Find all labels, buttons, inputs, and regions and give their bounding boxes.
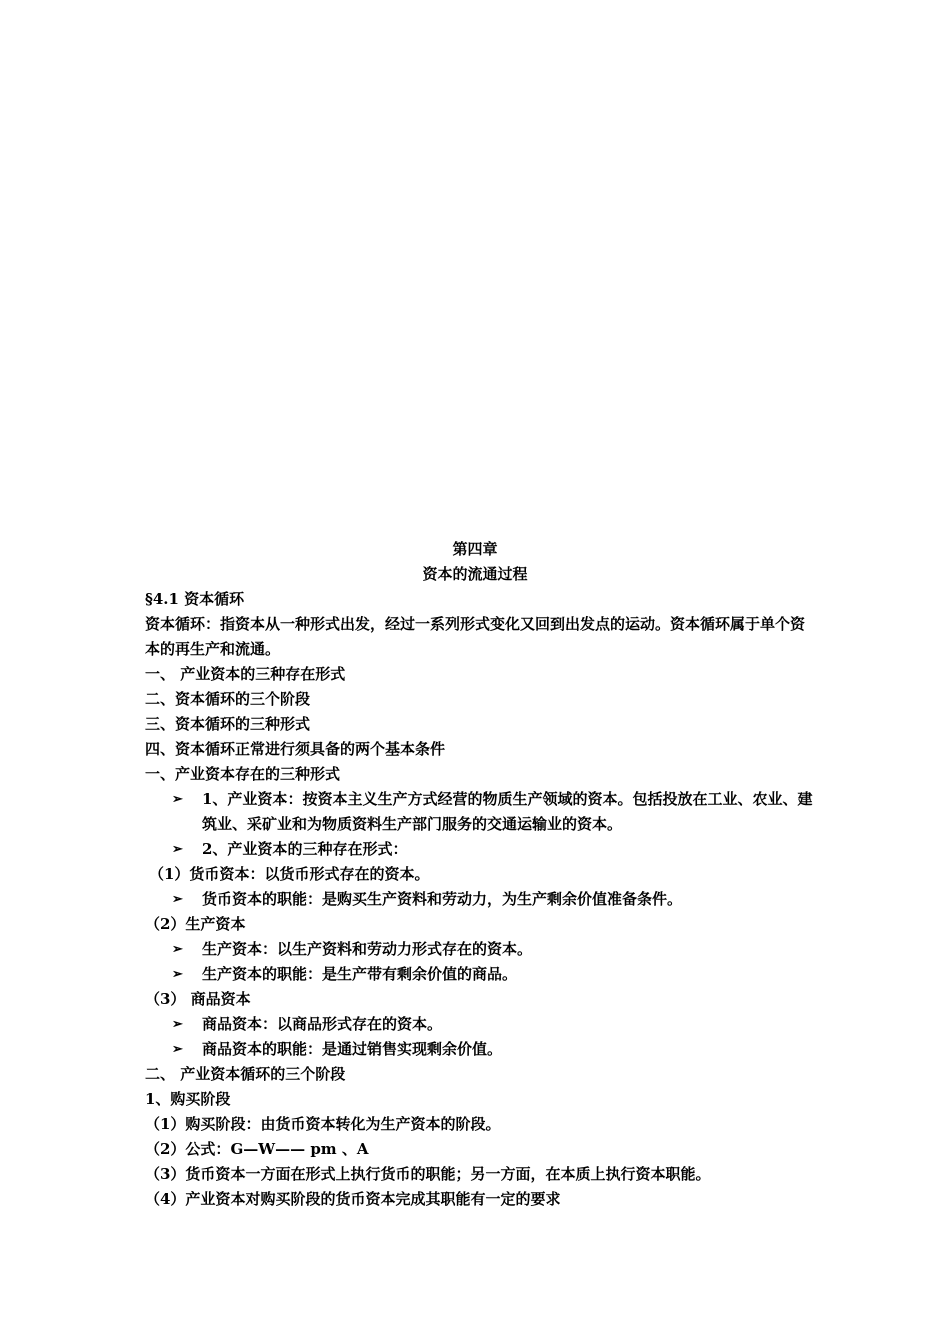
- bullet-text: 1、产业资本：按资本主义生产方式经营的物质生产领域的资本。包括投放在工业、农业、建筑业、采矿业和为物质资料生产部门服务的交通运输业的资本。: [202, 790, 813, 833]
- numbered-item: （3） 商品资本: [145, 990, 251, 1008]
- outline-item-4: 四、资本循环正常进行须具备的两个基本条件: [145, 740, 446, 758]
- stage-heading: 1、购买阶段: [145, 1090, 231, 1108]
- chapter-subtitle: 资本的流通过程: [422, 565, 528, 583]
- numbered-item: （1）货币资本：以货币形式存在的资本。: [149, 865, 430, 883]
- subsection-heading-1: 一、产业资本存在的三种形式: [145, 765, 341, 783]
- bullet-item: [145, 837, 815, 862]
- outline-item-1: 一、 产业资本的三种存在形式: [145, 665, 346, 683]
- bullet-item: [145, 887, 815, 912]
- bullet-text: 生产资本的职能：是生产带有剩余价值的商品。: [202, 965, 518, 983]
- document-body: [145, 537, 815, 1212]
- numbered-item: （4）产业资本对购买阶段的货币资本完成其职能有一定的要求: [145, 1190, 561, 1208]
- definition-paragraph: 资本循环：指资本从一种形式出发，经过一系列形式变化又回到出发点的运动。资本循环属于单个资本的再生产和流通。: [145, 615, 806, 658]
- bullet-item: [145, 937, 815, 962]
- arrow-bullet-icon: ➢: [172, 792, 183, 807]
- bullet-item: [145, 962, 815, 987]
- subsection-heading-2: 二、 产业资本循环的三个阶段: [145, 1065, 346, 1083]
- arrow-bullet-icon: ➢: [172, 1042, 183, 1057]
- arrow-bullet-icon: ➢: [172, 967, 183, 982]
- arrow-bullet-icon: ➢: [172, 942, 183, 957]
- section-heading: §4.1 资本循环: [145, 590, 245, 608]
- bullet-item: [145, 1037, 815, 1062]
- bullet-text: 商品资本的职能：是通过销售实现剩余价值。: [202, 1040, 503, 1058]
- bullet-text: 2、产业资本的三种存在形式：: [202, 840, 408, 858]
- outline-item-2: 二、资本循环的三个阶段: [145, 690, 311, 708]
- bullet-item: [145, 1012, 815, 1037]
- bullet-text: 商品资本：以商品形式存在的资本。: [202, 1015, 443, 1033]
- numbered-item: （2）生产资本: [145, 915, 246, 933]
- arrow-bullet-icon: ➢: [172, 892, 183, 907]
- formula-item: （2）公式：G—W—— pm 、A: [145, 1140, 369, 1158]
- arrow-bullet-icon: ➢: [172, 842, 183, 857]
- numbered-item: （1）购买阶段：由货币资本转化为生产资本的阶段。: [145, 1115, 501, 1133]
- bullet-text: 货币资本的职能：是购买生产资料和劳动力，为生产剩余价值准备条件。: [202, 890, 683, 908]
- numbered-item: （3）货币资本一方面在形式上执行货币的职能；另一方面，在本质上执行资本职能。: [145, 1165, 711, 1183]
- arrow-bullet-icon: ➢: [172, 1017, 183, 1032]
- chapter-title: 第四章: [452, 540, 498, 558]
- bullet-item: [145, 787, 815, 837]
- outline-item-3: 三、资本循环的三种形式: [145, 715, 311, 733]
- bullet-text: 生产资本：以生产资料和劳动力形式存在的资本。: [202, 940, 533, 958]
